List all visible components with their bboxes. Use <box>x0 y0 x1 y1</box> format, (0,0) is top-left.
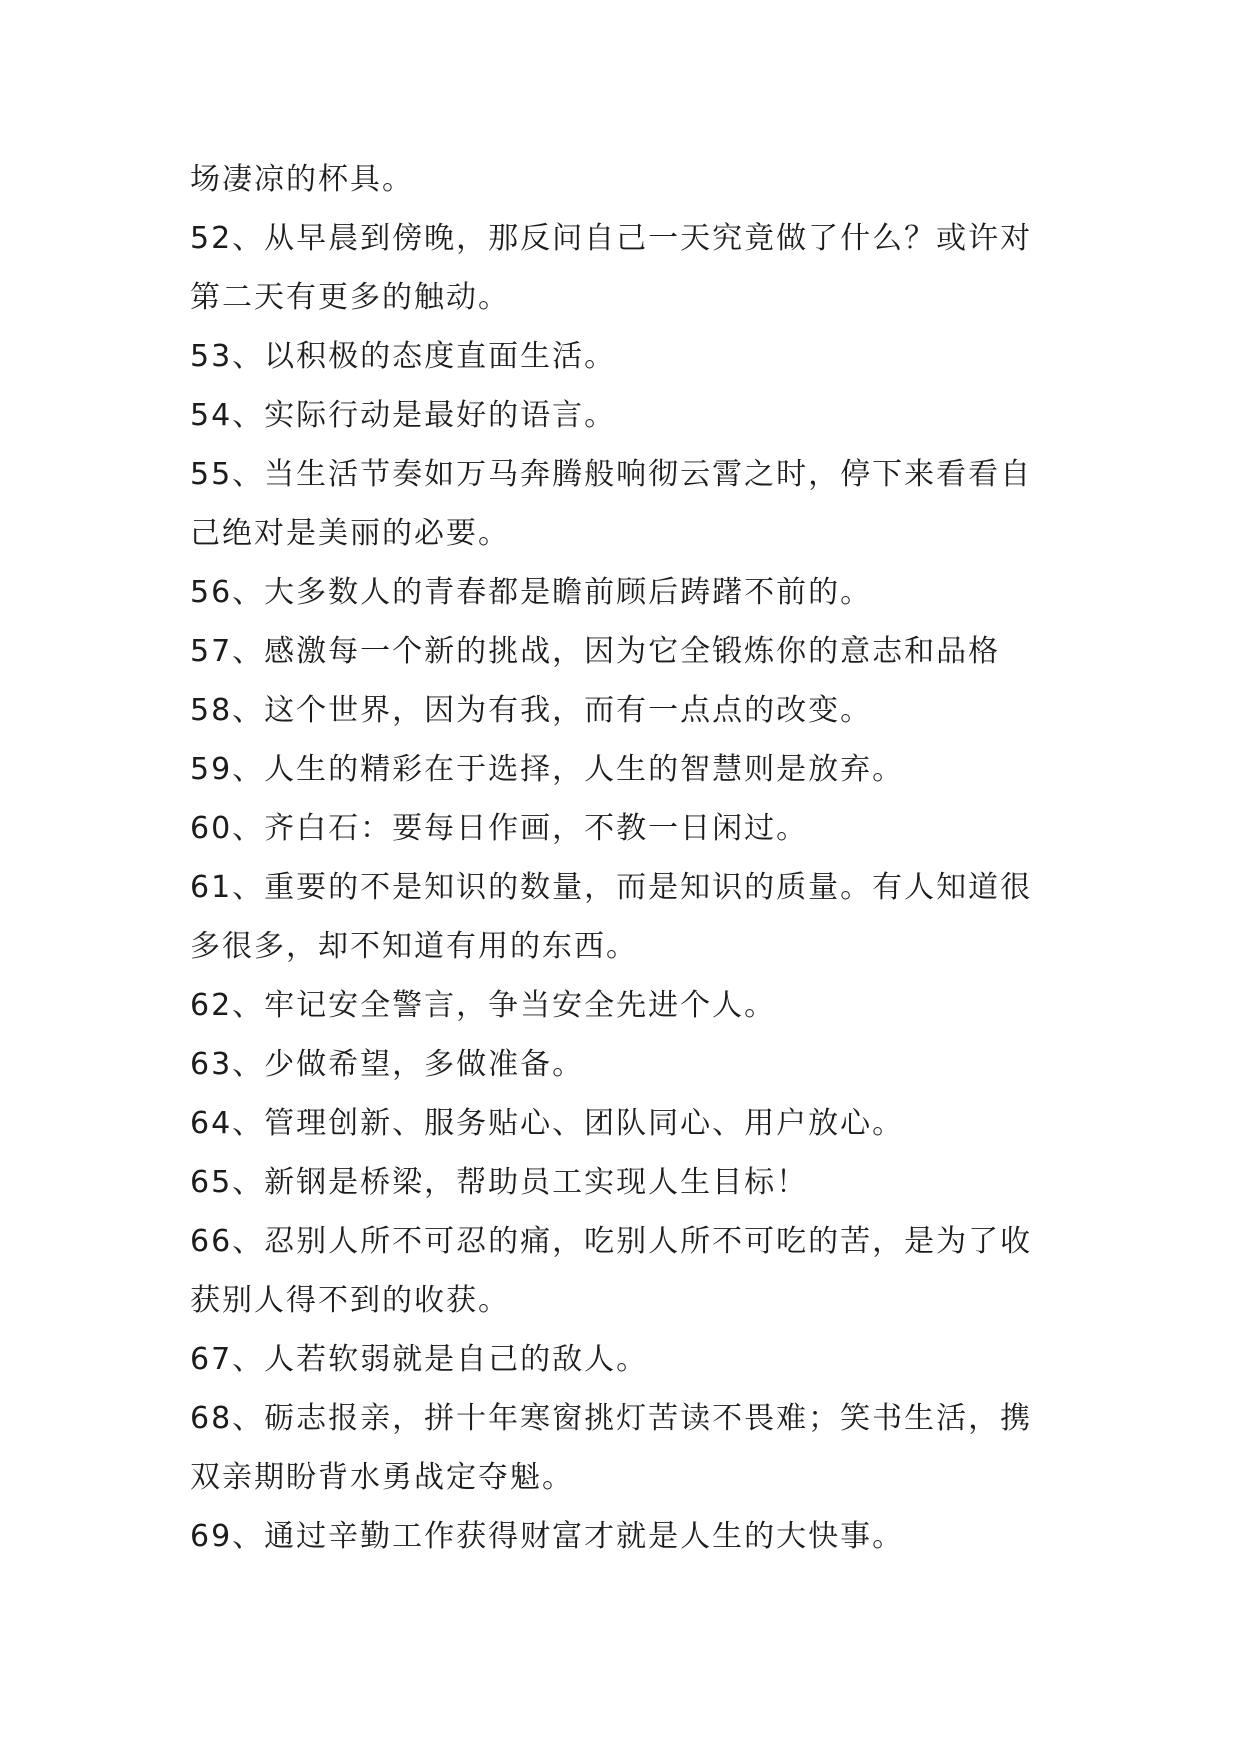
text-line: 66、忍别人所不可忍的痛，吃别人所不可吃的苦，是为了收 <box>190 1224 1033 1259</box>
text-line: 65、新钢是桥梁，帮助员工实现人生目标！ <box>190 1165 809 1200</box>
text-line: 64、管理创新、服务贴心、团队同心、用户放心。 <box>190 1106 905 1141</box>
text-line: 55、当生活节奏如万马奔腾般响彻云霄之时，停下来看看自 <box>190 457 1033 492</box>
text-line: 67、人若软弱就是自己的敌人。 <box>190 1342 649 1377</box>
text-line: 获别人得不到的收获。 <box>190 1283 510 1318</box>
text-line: 多很多，却不知道有用的东西。 <box>190 929 638 964</box>
document-body <box>190 150 1060 1566</box>
text-line: 57、感激每一个新的挑战，因为它全锻炼你的意志和品格 <box>190 634 1001 669</box>
text-line: 60、齐白石：要每日作画，不教一日闲过。 <box>190 811 809 846</box>
text-line: 58、这个世界，因为有我，而有一点点的改变。 <box>190 693 873 728</box>
text-line: 双亲期盼背水勇战定夺魁。 <box>190 1460 574 1495</box>
text-line: 52、从早晨到傍晚，那反问自己一天究竟做了什么？或许对 <box>190 221 1033 256</box>
text-line: 第二天有更多的触动。 <box>190 280 510 315</box>
text-line: 56、大多数人的青春都是瞻前顾后踌躇不前的。 <box>190 575 873 610</box>
text-line: 59、人生的精彩在于选择，人生的智慧则是放弃。 <box>190 752 905 787</box>
text-line: 61、重要的不是知识的数量，而是知识的质量。有人知道很 <box>190 870 1033 905</box>
text-line: 场凄凉的杯具。 <box>190 162 414 197</box>
text-line: 62、牢记安全警言，争当安全先进个人。 <box>190 988 777 1023</box>
text-line: 68、砺志报亲，拼十年寒窗挑灯苦读不畏难；笑书生活，携 <box>190 1401 1033 1436</box>
text-line: 54、实际行动是最好的语言。 <box>190 398 617 433</box>
text-line: 53、以积极的态度直面生活。 <box>190 339 617 374</box>
text-line: 69、通过辛勤工作获得财富才就是人生的大快事。 <box>190 1519 905 1554</box>
text-line: 63、少做希望，多做准备。 <box>190 1047 585 1082</box>
text-line: 己绝对是美丽的必要。 <box>190 516 510 551</box>
